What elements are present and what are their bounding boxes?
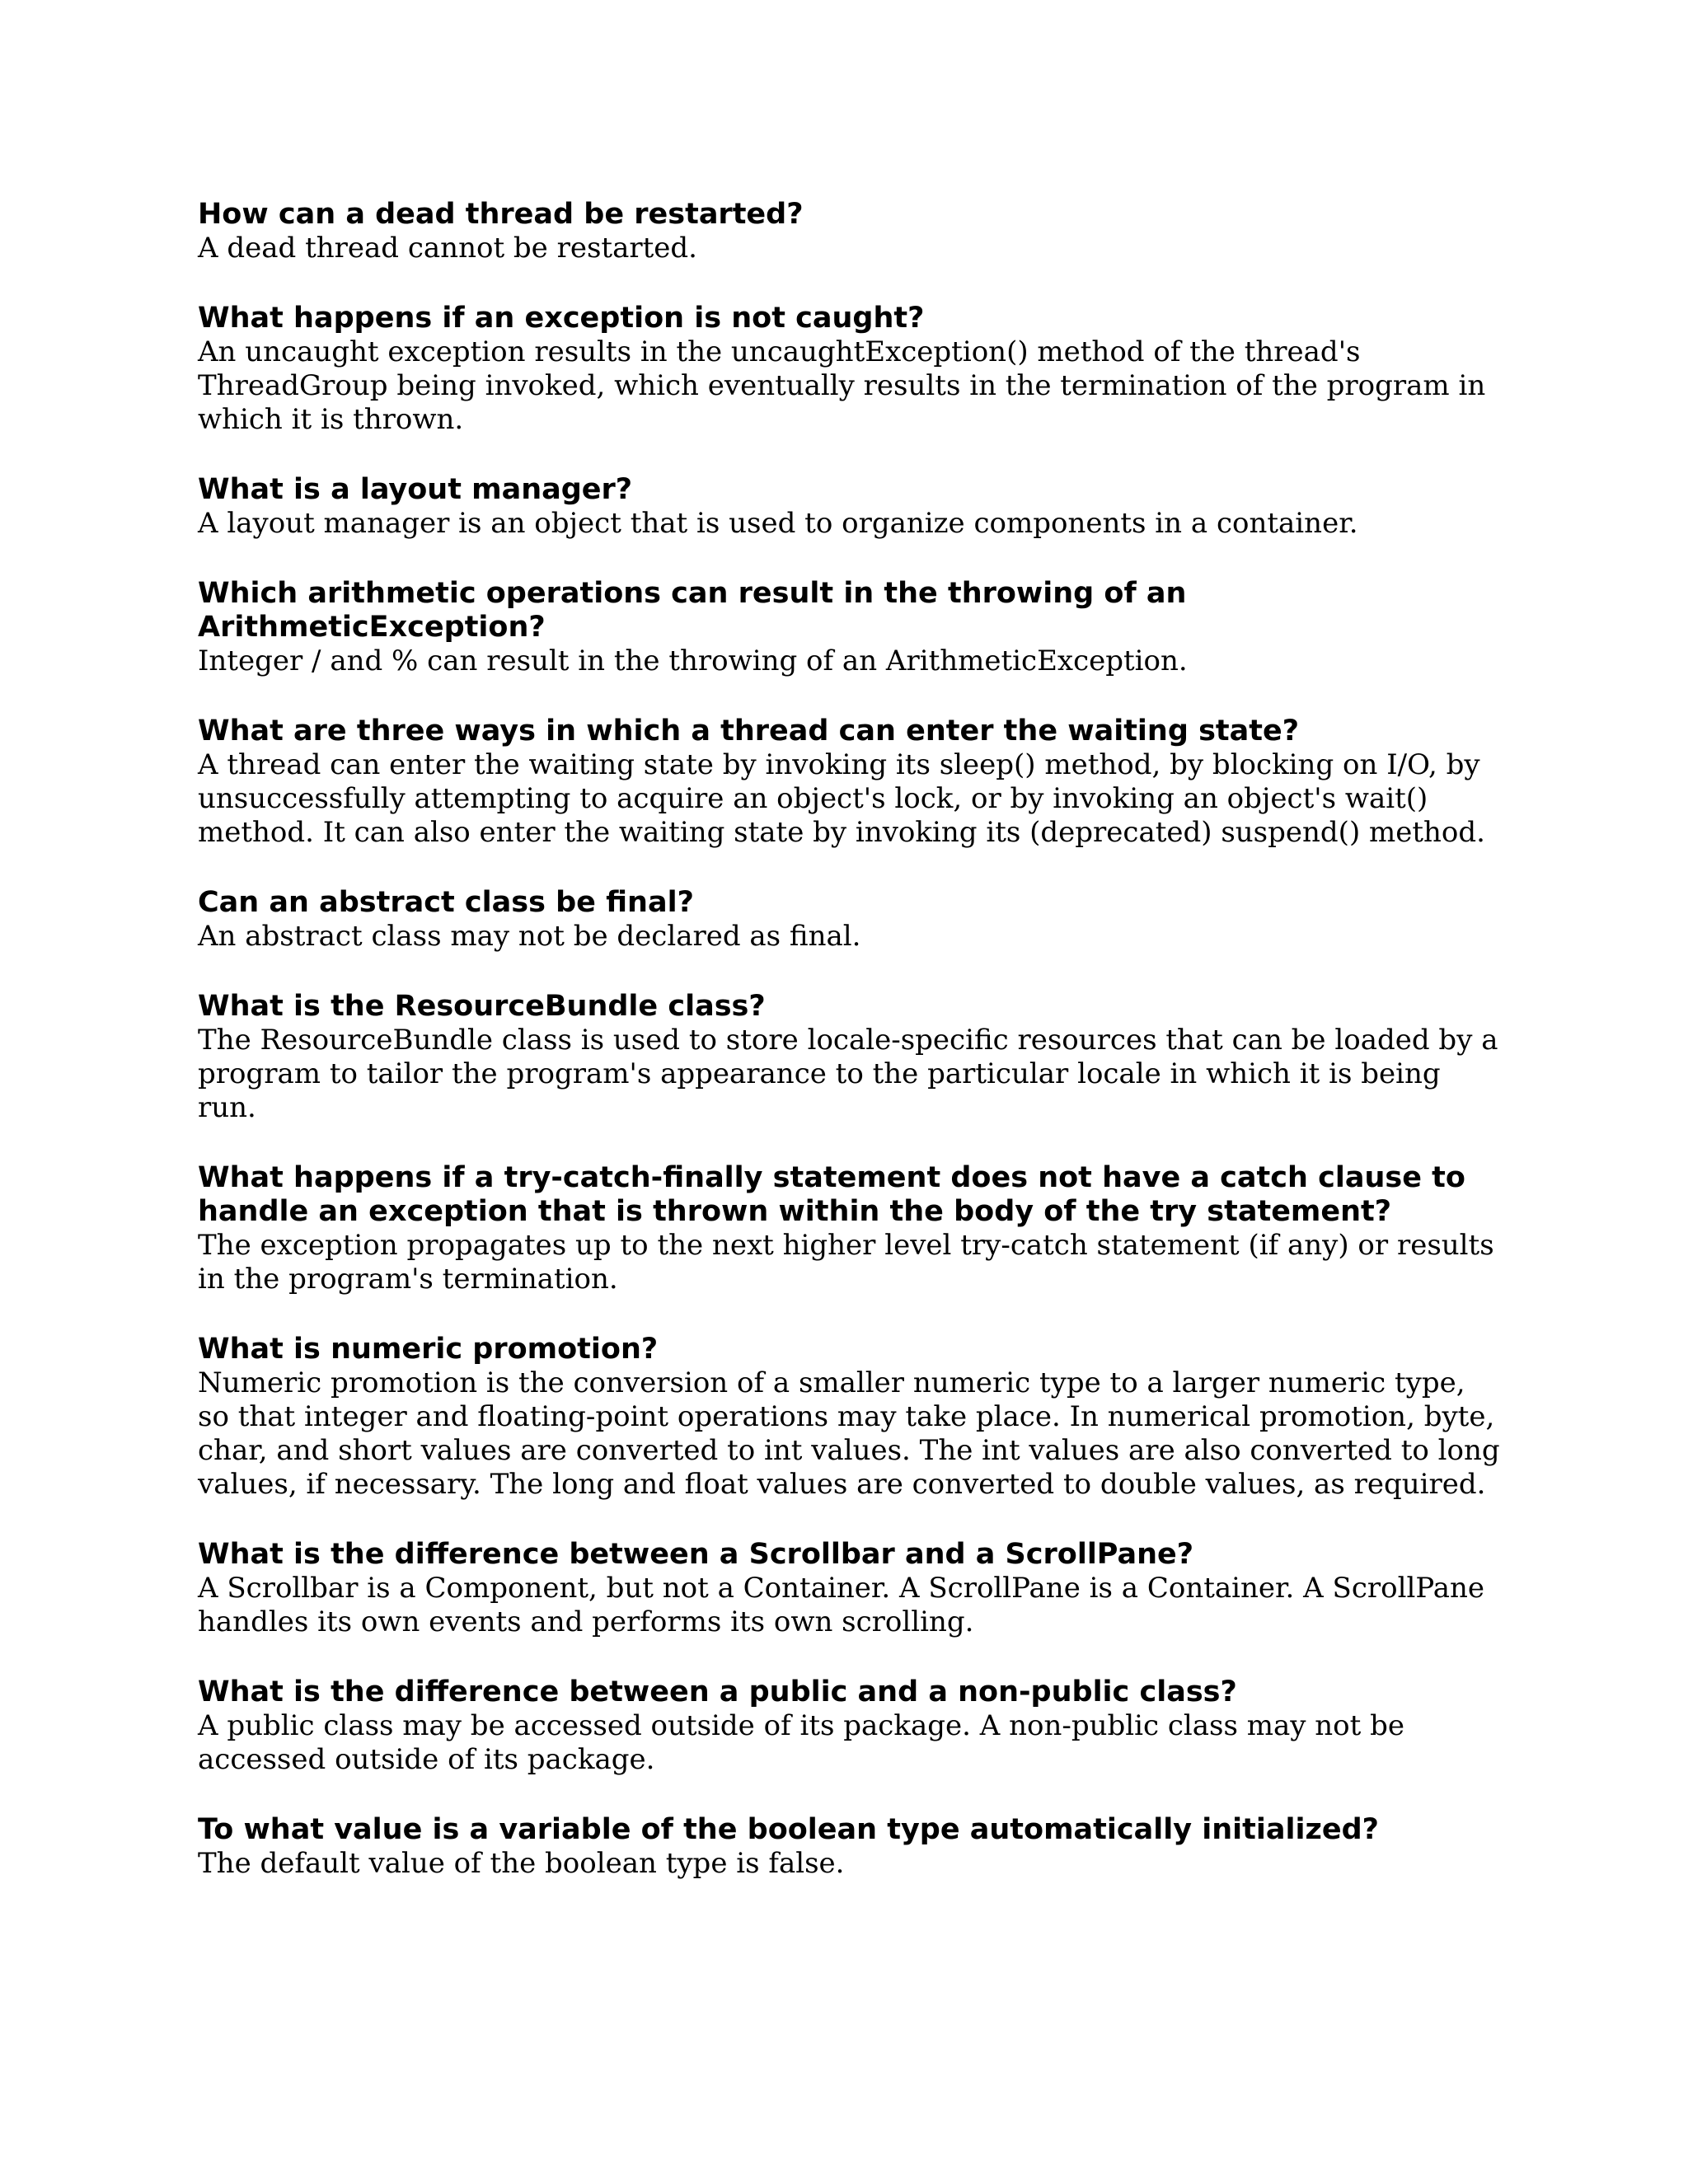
qa-item (198, 1538, 1500, 1639)
qa-item (198, 990, 1500, 1125)
qa-item (198, 198, 1500, 265)
question: Which arithmetic operations can result in the throwing of an ArithmeticException? (198, 577, 1187, 644)
question: To what value is a variable of the boolean type automatically initialized? (198, 1813, 1379, 1846)
question: What is a layout manager? (198, 473, 633, 506)
answer: A public class may be accessed outside of its package. A non-public class may not be accessed outside of its package. (198, 1709, 1404, 1776)
answer: The exception propagates up to the next higher level try-catch statement (if any) or results in the program's termination. (198, 1229, 1494, 1296)
document-page (198, 198, 1500, 1917)
question: What happens if a try-catch-finally statement does not have a catch clause to handle an exception that is thrown within the body of the try statement? (198, 1161, 1465, 1228)
qa-item (198, 1813, 1500, 1881)
qa-item (198, 302, 1500, 437)
question: What is numeric promotion? (198, 1333, 659, 1366)
qa-item (198, 1161, 1500, 1296)
answer: A dead thread cannot be restarted. (198, 232, 697, 265)
answer: A thread can enter the waiting state by invoking its sleep() method, by blocking on I/O, by unsuccessfully attempting to acquire an object's lock, or by invoking an object's wait() method. It can also enter the waiting state by invoking its (deprecated) suspend() method. (198, 748, 1485, 849)
qa-item (198, 886, 1500, 954)
answer: An uncaught exception results in the uncaughtException() method of the thread's ThreadGroup being invoked, which eventually results in the termination of the program in which it is thrown. (198, 335, 1486, 436)
qa-item (198, 577, 1500, 678)
question: What is the ResourceBundle class? (198, 990, 766, 1023)
answer: A Scrollbar is a Component, but not a Container. A ScrollPane is a Container. A ScrollPane handles its own events and performs its own scrolling. (198, 1572, 1484, 1638)
answer: A layout manager is an object that is used to organize components in a container. (198, 507, 1358, 540)
answer: Integer / and % can result in the throwing of an ArithmeticException. (198, 644, 1188, 677)
answer: The ResourceBundle class is used to store locale-specific resources that can be loaded by a program to tailor the program's appearance to the particular locale in which it is being run. (198, 1024, 1498, 1124)
qa-item (198, 715, 1500, 850)
question: What are three ways in which a thread can enter the waiting state? (198, 715, 1300, 748)
answer: The default value of the boolean type is false. (198, 1847, 845, 1880)
question: What happens if an exception is not caught? (198, 302, 925, 335)
answer: An abstract class may not be declared as final. (198, 920, 861, 953)
question: Can an abstract class be final? (198, 886, 694, 919)
qa-item (198, 473, 1500, 541)
question: What is the difference between a Scrollbar and a ScrollPane? (198, 1538, 1194, 1571)
qa-item (198, 1675, 1500, 1777)
answer: Numeric promotion is the conversion of a smaller numeric type to a larger numeric type, so that integer and floating-point operations may take place. In numerical promotion, byte, char, and short values are converted to int values. The int values are also converted to long values, if necessary. The long and float values are converted to double values, as required. (198, 1366, 1500, 1501)
question: What is the difference between a public and a non-public class? (198, 1675, 1237, 1708)
question: How can a dead thread be restarted? (198, 198, 804, 231)
qa-item (198, 1333, 1500, 1502)
